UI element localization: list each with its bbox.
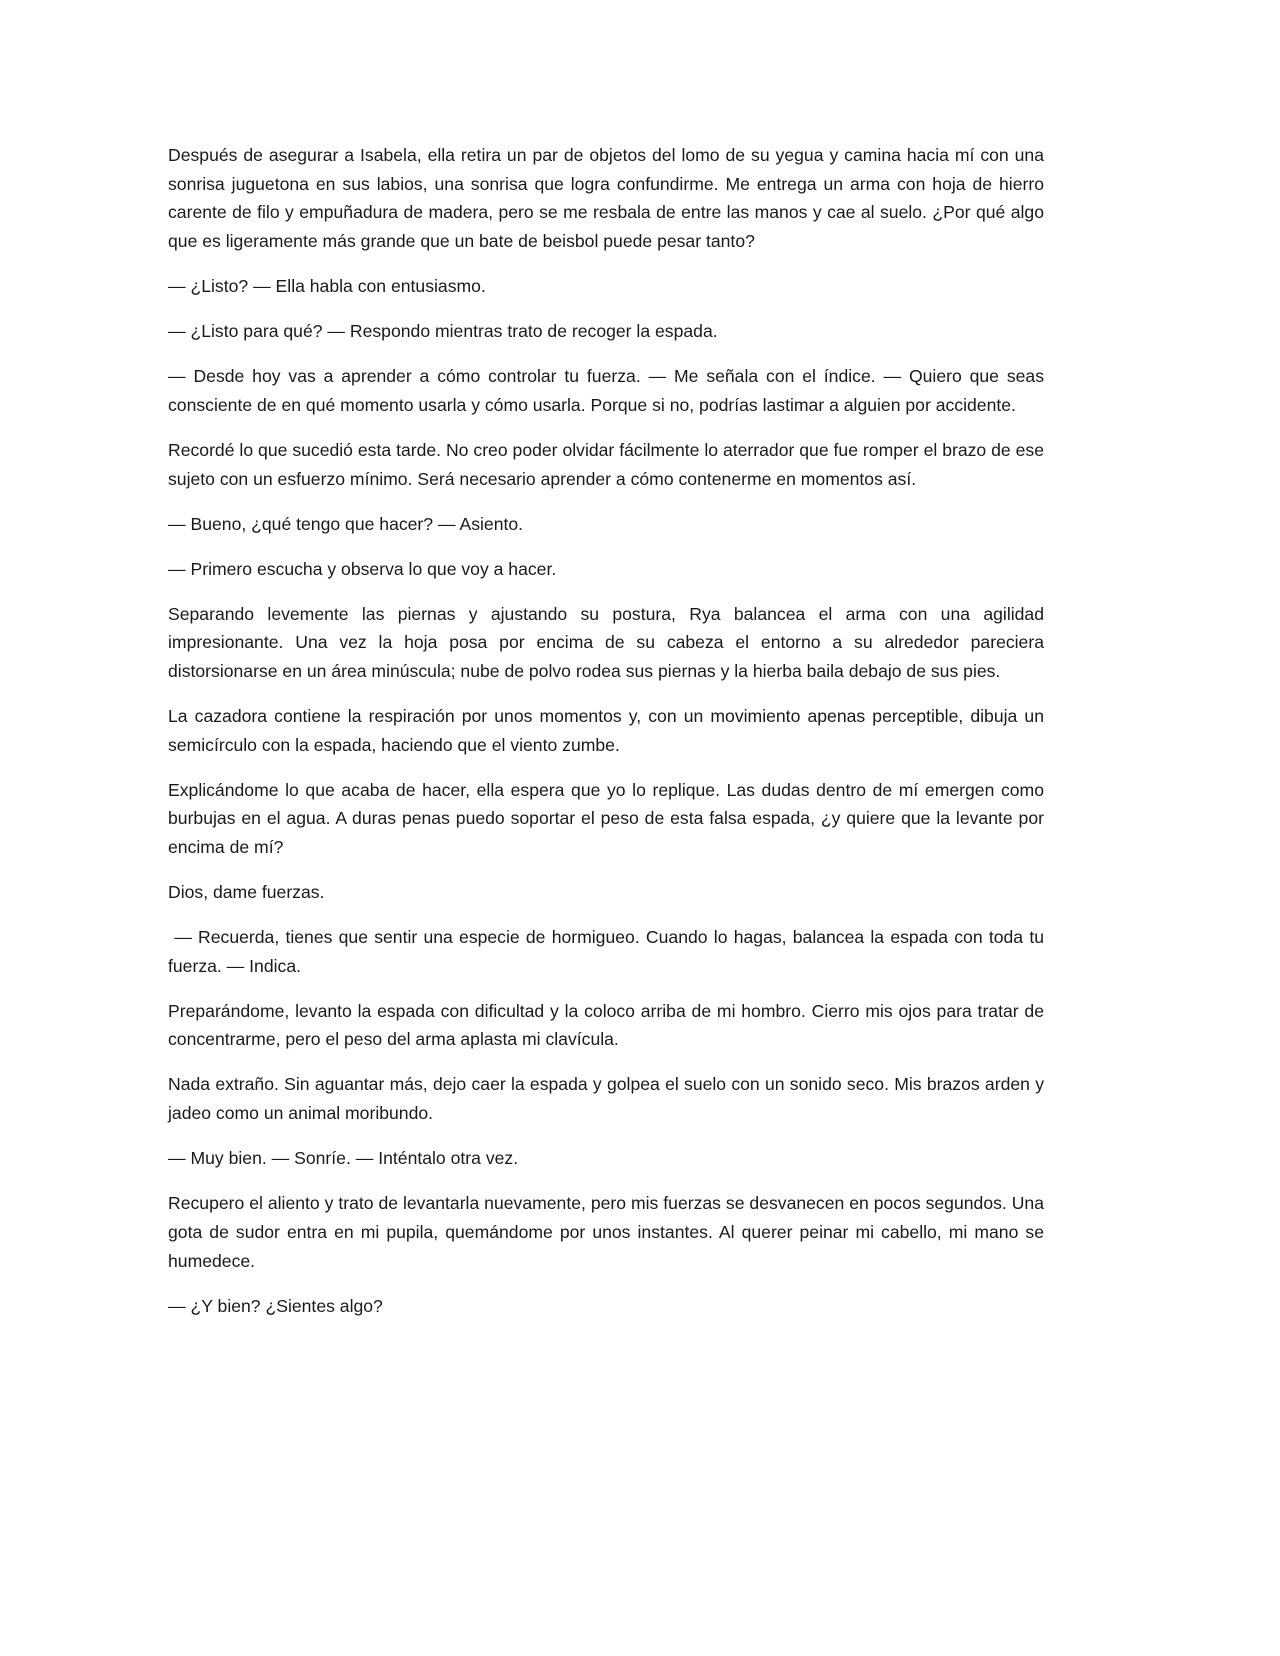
paragraph: Recordé lo que sucedió esta tarde. No creo poder olvidar fácilmente lo aterrador que fue romper el brazo de ese sujeto con un esfuerzo mínimo. Será necesario aprender a cómo contenerme en momentos así.	[168, 439, 1044, 489]
paragraph: Recupero el aliento y trato de levantarla nuevamente, pero mis fuerzas se desvanecen en pocos segundos. Una gota de sudor entra en mi pupila, quemándome por unos instantes. Al querer peinar mi cabello, mi mano se humedece.	[168, 1193, 1044, 1271]
paragraph: Dios, dame fuerzas.	[168, 882, 325, 903]
paragraph: Después de asegurar a Isabela, ella retira un par de objetos del lomo de su yegua y camina hacia mí con una sonrisa juguetona en sus labios, una sonrisa que logra confundirme. Me entrega un arma con hoja de hierro carente de filo y empuñadura de madera, pero se me resbala de entre las manos y cae al suelo. ¿Por qué algo que es ligeramente más grande que un bate de beisbol puede pesar tanto?	[168, 145, 1044, 252]
paragraph: — Muy bien. — Sonríe. — Inténtalo otra vez.	[168, 1148, 519, 1169]
paragraph: — ¿Y bien? ¿Sientes algo?	[168, 1295, 383, 1316]
paragraph: — Primero escucha y observa lo que voy a hacer.	[168, 558, 557, 579]
paragraph: — Desde hoy vas a aprender a cómo controlar tu fuerza. — Me señala con el índice. — Quiero que seas consciente de en qué momento usarla y cómo usarla. Porque si no, podrías lastimar a alguien por accidente.	[168, 366, 1044, 415]
document-page	[168, 141, 1049, 1337]
paragraph: Explicándome lo que acaba de hacer, ella espera que yo lo replique. Las dudas dentro de mí emergen como burbujas en el agua. A duras penas puedo soportar el peso de esta falsa espada, ¿y quiere que la levante por encima de mí?	[168, 779, 1044, 858]
paragraph: La cazadora contiene la respiración por unos momentos y, con un movimiento apenas perceptible, dibuja un semicírculo con la espada, haciendo que el viento zumbe.	[168, 705, 1044, 755]
paragraph: Preparándome, levanto la espada con dificultad y la coloco arriba de mi hombro. Cierro mis ojos para tratar de concentrarme, pero el peso del arma aplasta mi clavícula.	[168, 1000, 1044, 1050]
paragraph: Nada extraño. Sin aguantar más, dejo caer la espada y golpea el suelo con un sonido seco. Mis brazos arden y jadeo como un animal moribundo.	[168, 1074, 1044, 1124]
paragraph: — ¿Listo? — Ella habla con entusiasmo.	[168, 276, 486, 297]
paragraph: — Recuerda, tienes que sentir una especie de hormigueo. Cuando lo hagas, balancea la espada con toda tu fuerza. — Indica.	[168, 927, 1049, 976]
paragraph: Separando levemente las piernas y ajustando su postura, Rya balancea el arma con una agilidad impresionante. Una vez la hoja posa por encima de su cabeza el entorno a su alrededor pareciera distorsionarse en un área minúscula; nube de polvo rodea sus piernas y la hierba baila debajo de sus pies.	[168, 603, 1044, 681]
paragraph: — Bueno, ¿qué tengo que hacer? — Asiento.	[168, 513, 524, 534]
paragraph: — ¿Listo para qué? — Respondo mientras trato de recoger la espada.	[168, 321, 718, 342]
